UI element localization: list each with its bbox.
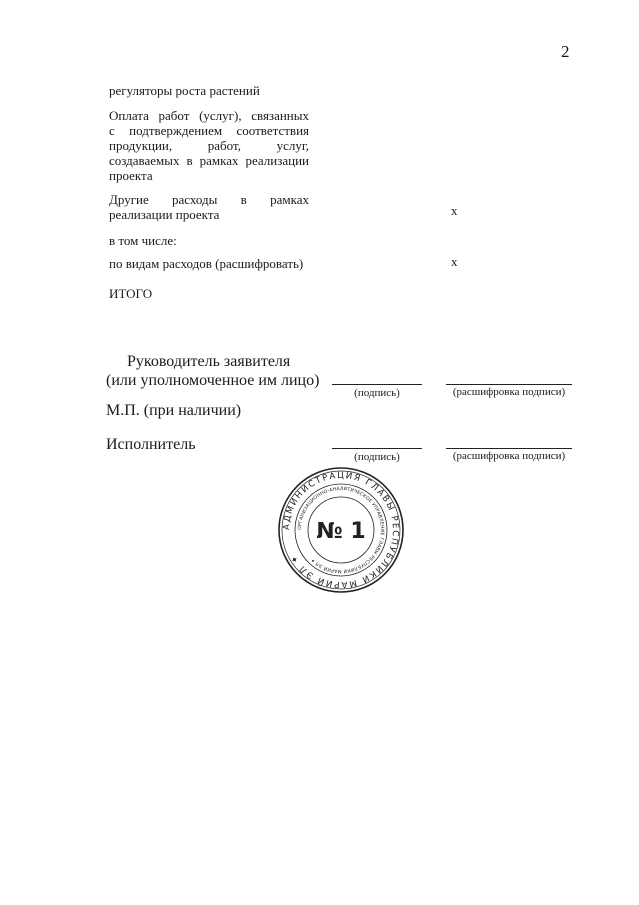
decoding-line <box>446 384 572 385</box>
stamp-graphic <box>277 466 405 594</box>
official-stamp <box>277 466 405 594</box>
row-by-expense-type-mark: x <box>451 254 458 269</box>
row-label-line: ИТОГО <box>109 286 153 301</box>
row-label-line: регуляторы роста растений <box>109 83 260 98</box>
svg-text:ОРГАНИЗАЦИОННО-АНАЛИТИЧЕСКОЕ У: ОРГАНИЗАЦИОННО-АНАЛИТИЧЕСКОЕ УПРАВЛЕНИЕ ГЛАВЫ РЕСПУБЛИКИ МАРИЙ ЭЛ ✦ <box>297 486 385 574</box>
decoding-line-2 <box>446 448 572 449</box>
head-applicant-label: Руководитель заявителя <box>127 353 291 370</box>
row-total <box>109 286 319 301</box>
signature-caption: (подпись) <box>354 387 400 399</box>
row-label-line: Оплата работ (услуг), связанных <box>109 108 309 123</box>
svg-text:№ 1: № 1 <box>316 519 366 544</box>
row-by-expense-type <box>109 256 339 271</box>
row-growth-regulators <box>109 83 319 98</box>
decoding-caption-2: (расшифровка подписи) <box>452 450 566 462</box>
row-label-line: реализации проекта <box>109 207 220 222</box>
row-label-line: проекта <box>109 168 153 183</box>
row-other-costs <box>109 192 309 222</box>
signature-line <box>332 384 422 385</box>
decoding-caption: (расшифровка подписи) <box>452 386 566 398</box>
seal-place-label: М.П. (при наличии) <box>106 402 242 419</box>
row-including <box>109 233 319 248</box>
row-label-line: создаваемых в рамках реализации <box>109 153 309 168</box>
row-label-line: продукции, работ, услуг, <box>109 138 309 153</box>
head-applicant-sublabel: (или уполномоченное им лицо) <box>106 372 320 389</box>
row-label-line: по видам расходов (расшифровать) <box>109 256 304 271</box>
row-label-line: с подтверждением соответствия <box>109 123 309 138</box>
signature-caption-2: (подпись) <box>354 451 400 463</box>
row-label-line: в том числе: <box>109 233 177 248</box>
row-other-costs-mark: x <box>451 203 458 218</box>
row-label-line: Другие расходы в рамках <box>109 192 309 207</box>
row-certification-costs <box>109 108 309 183</box>
executor-label: Исполнитель <box>106 436 196 453</box>
svg-text:АДМИНИСТРАЦИЯ ГЛАВЫ РЕСПУБЛИКИ: АДМИНИСТРАЦИЯ ГЛАВЫ РЕСПУБЛИКИ МАРИЙ ЭЛ ✦ <box>281 470 401 590</box>
page-number: 2 <box>561 42 570 61</box>
signature-line-2 <box>332 448 422 449</box>
